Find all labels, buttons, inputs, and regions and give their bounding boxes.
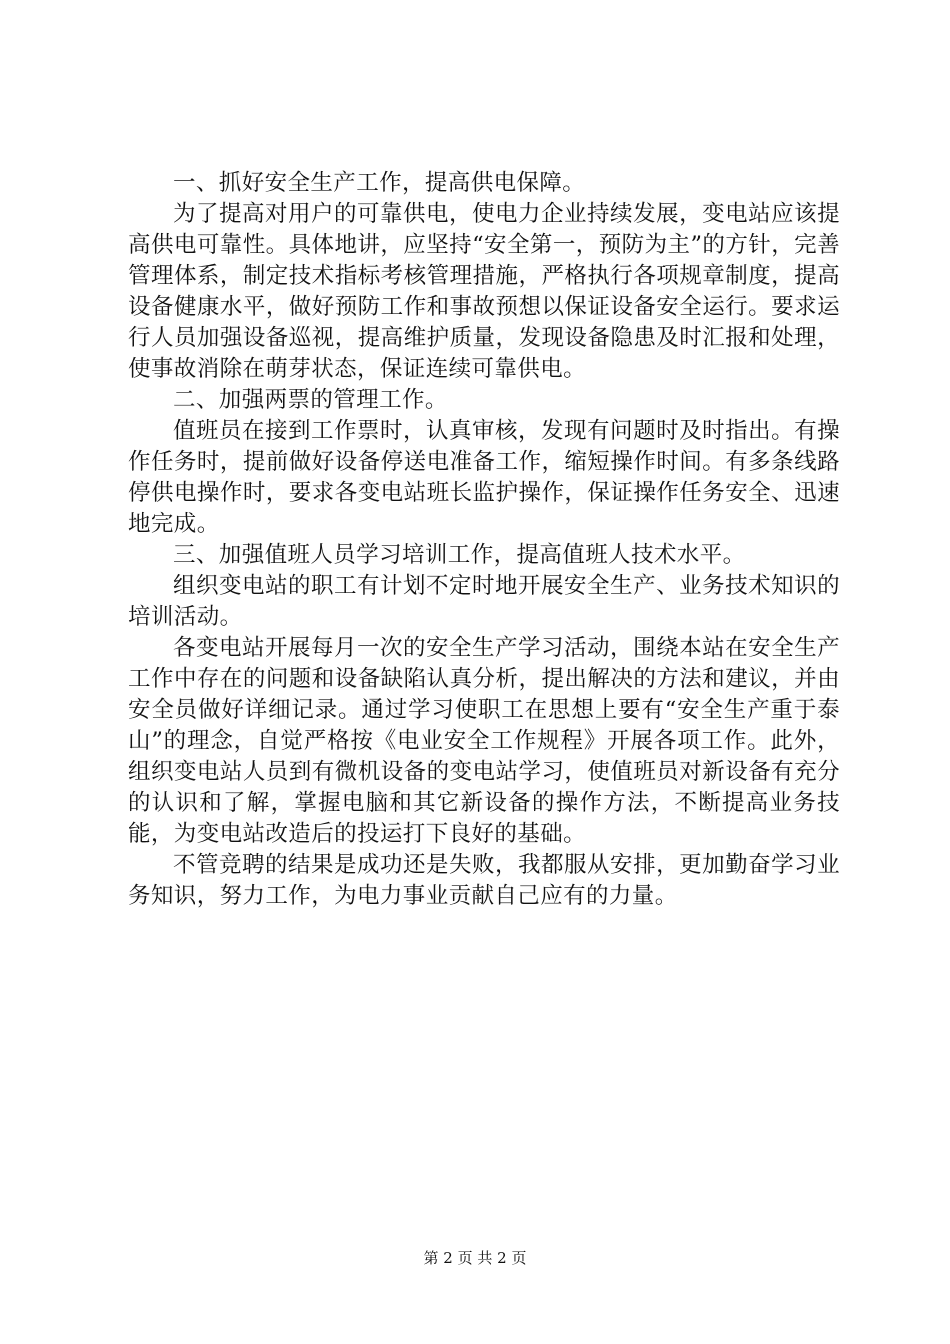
paragraph-training-plan: 组织变电站的职工有计划不定时地开展安全生产、业务技术知识的培训活动。 (128, 573, 840, 630)
document-body (128, 168, 840, 912)
paragraph-work-ticket-review: 值班员在接到工作票时，认真审核，发现有问题时及时指出。有操作任务时，提前做好设备停送电准备工作，缩短操作时间。有多条线路停供电操作时，要求各变电站班长监护操作，保证操作任务安全、迅速地完成。 (128, 418, 840, 537)
heading-staff-training: 三、加强值班人员学习培训工作，提高值班人技术水平。 (173, 542, 746, 568)
paragraph-supply-reliability: 为了提高对用户的可靠供电，使电力企业持续发展，变电站应该提高供电可靠性。具体地讲，应坚持“安全第一，预防为主”的方针，完善管理体系，制定技术指标考核管理措施，严格执行各项规章制度，提高设备健康水平，做好预防工作和事故预想以保证设备安全运行。要求运行人员加强设备巡视，提高维护质量，发现设备隐患及时汇报和处理，使事故消除在萌芽状态，保证连续可靠供电。 (128, 201, 840, 382)
heading-work-ticket-management: 二、加强两票的管理工作。 (173, 387, 448, 413)
paragraph-monthly-study: 各变电站开展每月一次的安全生产学习活动，围绕本站在安全生产工作中存在的问题和设备缺陷认真分析，提出解决的方法和建议，并由安全员做好详细记录。通过学习使职工在思想上要有“安全生产重于泰山”的理念，自觉严格按《电业安全工作规程》开展各项工作。此外，组织变电站人员到有微机设备的变电站学习，使值班员对新设备有充分的认识和了解，掌握电脑和其它新设备的操作方法，不断提高业务技能，为变电站改造后的投运打下良好的基础。 (128, 635, 840, 847)
paragraph-conclusion: 不管竞聘的结果是成功还是失败，我都服从安排，更加勤奋学习业务知识，努力工作，为电力事业贡献自己应有的力量。 (128, 852, 840, 909)
page-number-footer: 第 2 页 共 2 页 (423, 1249, 527, 1267)
heading-safety-production: 一、抓好安全生产工作，提高供电保障。 (173, 170, 586, 196)
